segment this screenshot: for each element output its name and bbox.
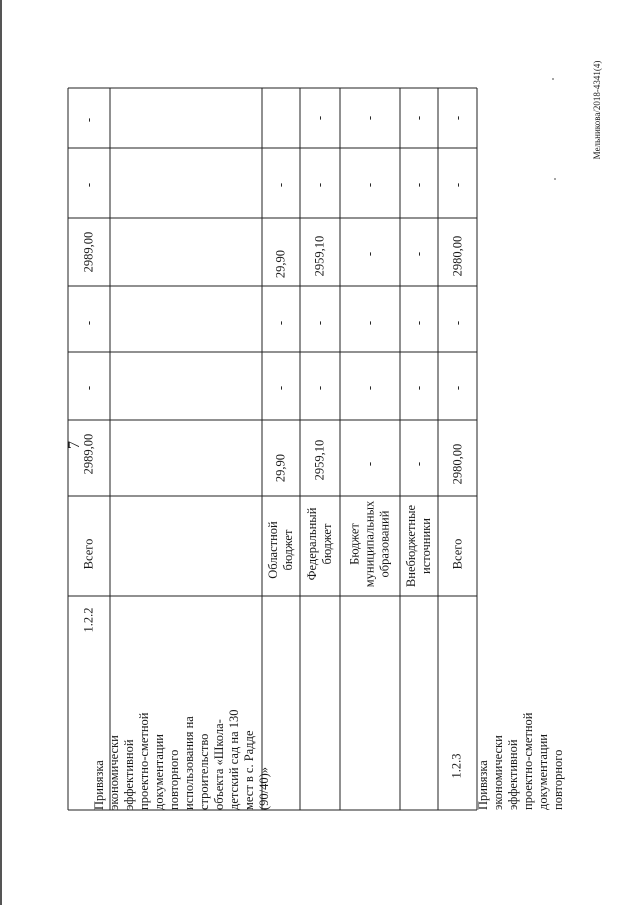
value: -: [362, 385, 377, 391]
measure-name-cell: [68, 596, 271, 810]
funding-source-cell: [68, 496, 110, 596]
value-cell: [300, 148, 340, 218]
page-edge: [0, 0, 2, 905]
funding-source-cell: [300, 496, 340, 596]
value-cell: [438, 420, 477, 496]
value-cell: [438, 352, 477, 420]
value-cell: [438, 88, 477, 148]
value: -: [312, 115, 327, 121]
value-cell: [400, 88, 438, 148]
funding-source: Областной бюджет: [266, 521, 295, 579]
value-cell: [438, 148, 477, 218]
document-reference: Мельникова/2018-4341(4): [592, 60, 602, 160]
value: -: [81, 385, 96, 391]
value-cell: [300, 88, 340, 148]
value-cell: [438, 218, 477, 286]
value: -: [312, 320, 327, 326]
funding-source: Внебюджетные источники: [404, 504, 433, 588]
funding-source-cell: [340, 496, 400, 596]
value-cell: [400, 420, 438, 496]
value-cell: [340, 148, 400, 218]
value-cell: [68, 218, 110, 286]
funding-source: Всего: [450, 538, 464, 570]
value: -: [362, 320, 377, 326]
funding-source: Федеральный бюджет: [305, 507, 334, 581]
value-cell: [68, 352, 110, 420]
value: -: [450, 320, 464, 326]
value: -: [411, 385, 426, 391]
row-number: 1.2.3: [449, 753, 464, 779]
value: 2959,10: [312, 439, 327, 481]
value-cell: [68, 88, 110, 148]
value-cell: [262, 352, 300, 420]
value: -: [362, 461, 377, 467]
value-cell: [300, 352, 340, 420]
value: -: [81, 182, 96, 188]
value: 29,90: [273, 453, 288, 483]
value-cell: [68, 148, 110, 218]
page-number: 7: [66, 441, 83, 449]
funding-source: Всего: [81, 538, 96, 570]
value-cell: [300, 420, 340, 496]
value-cell: [300, 218, 340, 286]
value: -: [273, 320, 288, 326]
value-cell: [340, 286, 400, 352]
value: -: [362, 115, 377, 121]
value-cell: [300, 286, 340, 352]
row-number: 1.2.2: [81, 607, 96, 633]
value-cell: [262, 420, 300, 496]
value-cell: [340, 352, 400, 420]
value: -: [411, 251, 426, 257]
value: -: [362, 182, 377, 188]
value-cell: [340, 88, 400, 148]
value: 2980,00: [450, 235, 464, 277]
value: -: [362, 251, 377, 257]
value-cell: [262, 218, 300, 286]
value: -: [312, 385, 327, 391]
value: -: [411, 320, 426, 326]
value-cell: [438, 286, 477, 352]
value: -: [411, 461, 426, 467]
value: -: [273, 182, 288, 188]
value-cell: [400, 148, 438, 218]
value-cell: [68, 420, 110, 496]
value-cell: [340, 218, 400, 286]
value: 2959,10: [312, 235, 327, 277]
value: 2980,00: [450, 443, 464, 485]
value: -: [81, 117, 96, 123]
scan-speck: [554, 178, 556, 180]
funding-source-cell: [438, 496, 477, 596]
value: -: [411, 115, 426, 121]
funding-source: Бюджет муниципальных образований: [347, 500, 392, 588]
measure-name: Привязка экономически эффективной проектно-сметной документации повторного использования на строительство объекта «Школа- детский сад на 130 мест в с. Радде (90/40)»: [92, 709, 271, 810]
value-cell: [262, 286, 300, 352]
measure-name: Привязка экономически эффективной проектно-сметной документации повторного: [476, 712, 565, 810]
value: -: [273, 385, 288, 391]
value: -: [450, 385, 464, 391]
value-cell: [400, 286, 438, 352]
value: -: [312, 182, 327, 188]
value: 2989,00: [81, 231, 96, 273]
value-cell: [68, 286, 110, 352]
value: -: [411, 182, 426, 188]
value-cell: [400, 352, 438, 420]
measure-name-cell: [438, 596, 568, 810]
funding-source-cell: [400, 496, 438, 596]
value-cell: [340, 420, 400, 496]
value: -: [450, 182, 464, 188]
value-cell: [400, 218, 438, 286]
scan-speck: [552, 78, 554, 80]
value: -: [450, 115, 464, 121]
value-cell: [262, 148, 300, 218]
value: 29,90: [273, 249, 288, 279]
funding-source-cell: [262, 496, 300, 596]
value: 2989,00: [81, 433, 96, 475]
value: -: [81, 320, 96, 326]
